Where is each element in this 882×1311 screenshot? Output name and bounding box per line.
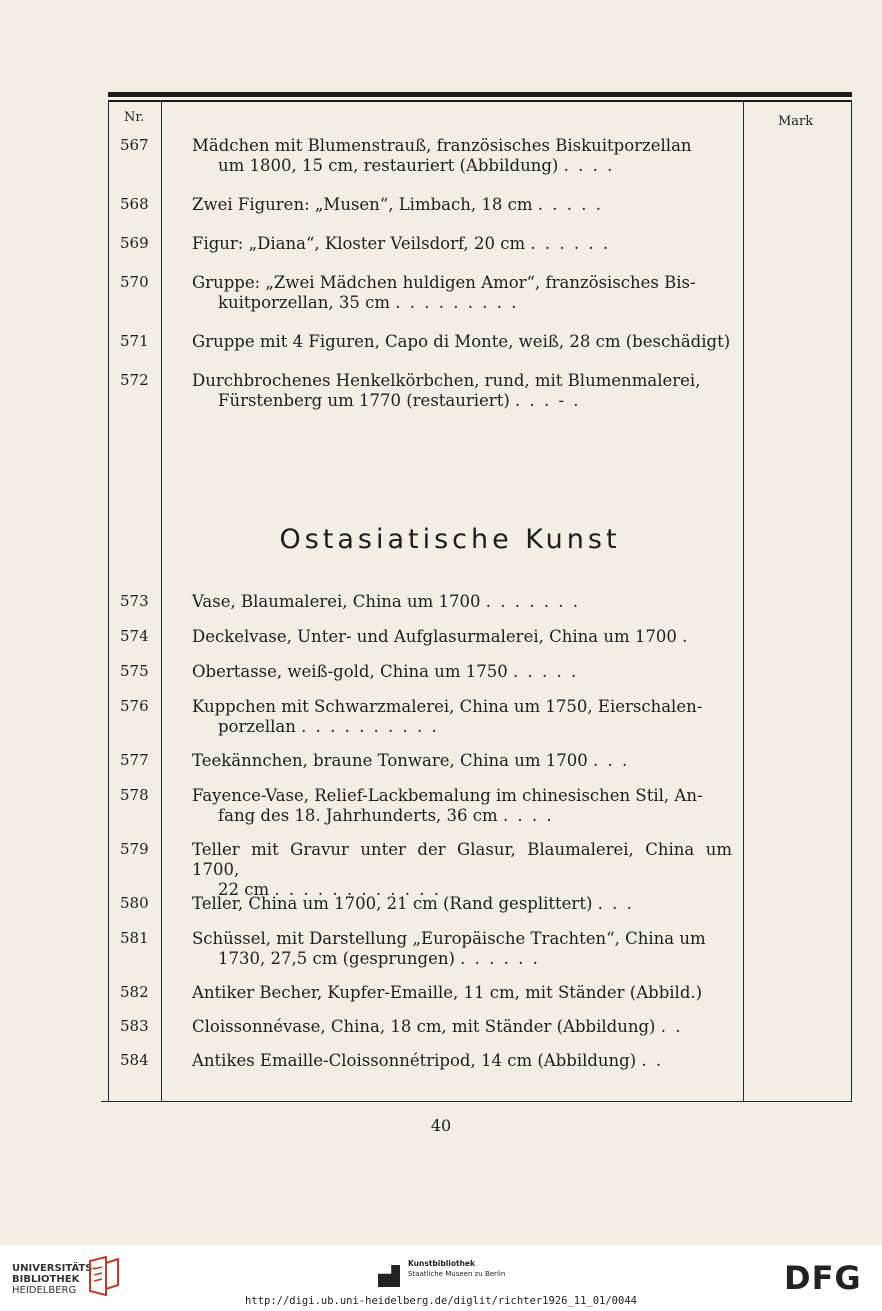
- entry-line: Teekännchen, braune Tonware, China um 1700: [192, 751, 588, 770]
- leader-dots: . .: [660, 1017, 683, 1036]
- entry-line: 22 cm: [218, 880, 270, 899]
- entry-line: Schüssel, mit Darstellung „Europäische Trachten“, China um: [192, 929, 706, 948]
- entry-description: [192, 697, 732, 737]
- top-rule-thick: [108, 92, 852, 97]
- entry-description: [192, 662, 732, 682]
- heidelberg-crest-icon: [86, 1255, 122, 1299]
- entry-line: Teller, China um 1700, 21 cm (Rand gesplittert): [192, 894, 593, 913]
- leader-dots: .: [682, 627, 690, 646]
- leader-dots: . .: [641, 1051, 664, 1070]
- entry-description: [192, 371, 732, 411]
- nr-column-divider: [161, 100, 162, 1102]
- entry-number: 574: [120, 627, 149, 645]
- entry-description: [192, 786, 732, 826]
- university-library-logo[interactable]: [12, 1263, 97, 1296]
- entry-description: [192, 983, 732, 1003]
- entry-line: Deckelvase, Unter- und Aufglasurmalerei, China um 1700: [192, 627, 677, 646]
- entry-description: [192, 929, 732, 969]
- leader-dots: . . . . . .: [460, 949, 540, 968]
- leader-dots: . . . .: [563, 156, 615, 175]
- entry-number: 568: [120, 195, 149, 213]
- entry-line: Zwei Figuren: „Musen“, Limbach, 18 cm: [192, 195, 533, 214]
- top-rule-thin: [108, 100, 852, 102]
- entry-description: [192, 1051, 732, 1071]
- kb-text: [408, 1259, 505, 1279]
- page-number: 40: [430, 1116, 452, 1135]
- leader-dots: . . . . . . . . .: [395, 293, 519, 312]
- entry-description: [192, 1017, 732, 1037]
- entry-line: kuitporzellan, 35 cm: [218, 293, 391, 312]
- entry-line: Vase, Blaumalerei, China um 1700: [192, 592, 481, 611]
- entry-number: 575: [120, 662, 149, 680]
- entry-line: Antiker Becher, Kupfer-Emaille, 11 cm, mit Ständer (Abbild.): [192, 983, 703, 1002]
- entry-line: Figur: „Diana“, Kloster Veilsdorf, 20 cm: [192, 234, 526, 253]
- entry-line: um 1800, 15 cm, restauriert (Abbildung): [218, 156, 559, 175]
- leader-dots: . . .: [597, 894, 634, 913]
- entry-line: fang des 18. Jahrhunderts, 36 cm: [218, 806, 498, 825]
- entry-number: 582: [120, 983, 149, 1001]
- leader-dots: . . . . . . . . . .: [301, 717, 439, 736]
- leader-dots: . . .: [593, 751, 630, 770]
- entry-number: 578: [120, 786, 149, 804]
- entry-line: Antikes Emaille-Cloissonnétripod, 14 cm (Abbildung): [192, 1051, 637, 1070]
- entry-description: [192, 627, 732, 647]
- entry-description: [192, 840, 732, 900]
- leader-dots: . . . . .: [537, 195, 603, 214]
- mark-column-divider: [743, 100, 744, 1102]
- entry-line: Kuppchen mit Schwarzmalerei, China um 1750, Eierschalen-: [192, 697, 703, 716]
- entry-description: [192, 751, 732, 771]
- entry-description: [192, 332, 732, 352]
- entry-description: [192, 592, 732, 612]
- entry-number: 576: [120, 697, 149, 715]
- entry-number: 579: [120, 840, 149, 858]
- entry-number: 572: [120, 371, 149, 389]
- entry-number: 581: [120, 929, 149, 947]
- section-heading: Ostasiatische Kunst: [279, 524, 621, 555]
- entry-description: [192, 234, 732, 254]
- leader-dots: . . . .: [502, 806, 554, 825]
- entry-line: Durchbrochenes Henkelkörbchen, rund, mit Blumenmalerei,: [192, 371, 701, 390]
- leader-dots: . . . . . .: [530, 234, 611, 253]
- logo-text-line: BIBLIOTHEK: [12, 1274, 80, 1285]
- leader-dots: . . . . . . .: [485, 592, 580, 611]
- entry-description: [192, 136, 732, 176]
- digitization-footer: [0, 1245, 882, 1311]
- logo-text-line: UNIVERSITÄTS-: [12, 1263, 97, 1274]
- leader-dots: . . . . .: [512, 662, 579, 681]
- entry-number: 577: [120, 751, 149, 769]
- table-bottom-rule: [101, 1101, 851, 1102]
- entry-line: Gruppe mit 4 Figuren, Capo di Monte, weiß, 28 cm (beschädigt): [192, 332, 731, 351]
- entry-line: porzellan: [218, 717, 296, 736]
- entry-description: [192, 195, 732, 215]
- dfg-logo[interactable]: DFG: [784, 1259, 862, 1297]
- nr-column-header: Nr.: [124, 110, 145, 125]
- entry-description: [192, 273, 732, 313]
- kunstbibliothek-mark-icon: [378, 1265, 400, 1287]
- leader-dots: . . . - .: [515, 391, 581, 410]
- entry-number: 571: [120, 332, 149, 350]
- kb-title: Kunstbibliothek: [408, 1259, 476, 1268]
- entry-line: 1730, 27,5 cm (gesprungen): [218, 949, 455, 968]
- mark-column-header: Mark: [778, 114, 814, 129]
- source-url[interactable]: http://digi.ub.uni-heidelberg.de/diglit/richter1926_11_01/0044: [245, 1295, 637, 1307]
- entry-line: Cloissonnévase, China, 18 cm, mit Ständer (Abbildung): [192, 1017, 656, 1036]
- entry-number: 584: [120, 1051, 149, 1069]
- entry-number: 570: [120, 273, 149, 291]
- entry-line: Fayence-Vase, Relief-Lackbemalung im chinesischen Stil, An-: [192, 786, 703, 805]
- table-left-border: [108, 100, 109, 1102]
- entry-line: Obertasse, weiß-gold, China um 1750: [192, 662, 508, 681]
- entry-line: Fürstenberg um 1770 (restauriert): [218, 391, 510, 410]
- kb-subtitle: Staatliche Museen zu Berlin: [408, 1270, 506, 1278]
- logo-text-line: HEIDELBERG: [12, 1285, 77, 1296]
- entry-description: [192, 894, 732, 914]
- entry-number: 583: [120, 1017, 149, 1035]
- entry-number: 569: [120, 234, 149, 252]
- entry-line: Mädchen mit Blumenstrauß, französisches Biskuitporzellan: [192, 136, 692, 155]
- entry-number: 580: [120, 894, 149, 912]
- leader-dots: . . . . . . . . . . . .: [274, 880, 442, 899]
- entry-line: Teller mit Gravur unter der Glasur, Blaumalerei, China um 1700,: [192, 840, 732, 879]
- entry-number: 567: [120, 136, 149, 154]
- entry-number: 573: [120, 592, 149, 610]
- entry-line: Gruppe: „Zwei Mädchen huldigen Amor“, französisches Bis-: [192, 273, 696, 292]
- table-right-border: [851, 100, 852, 1102]
